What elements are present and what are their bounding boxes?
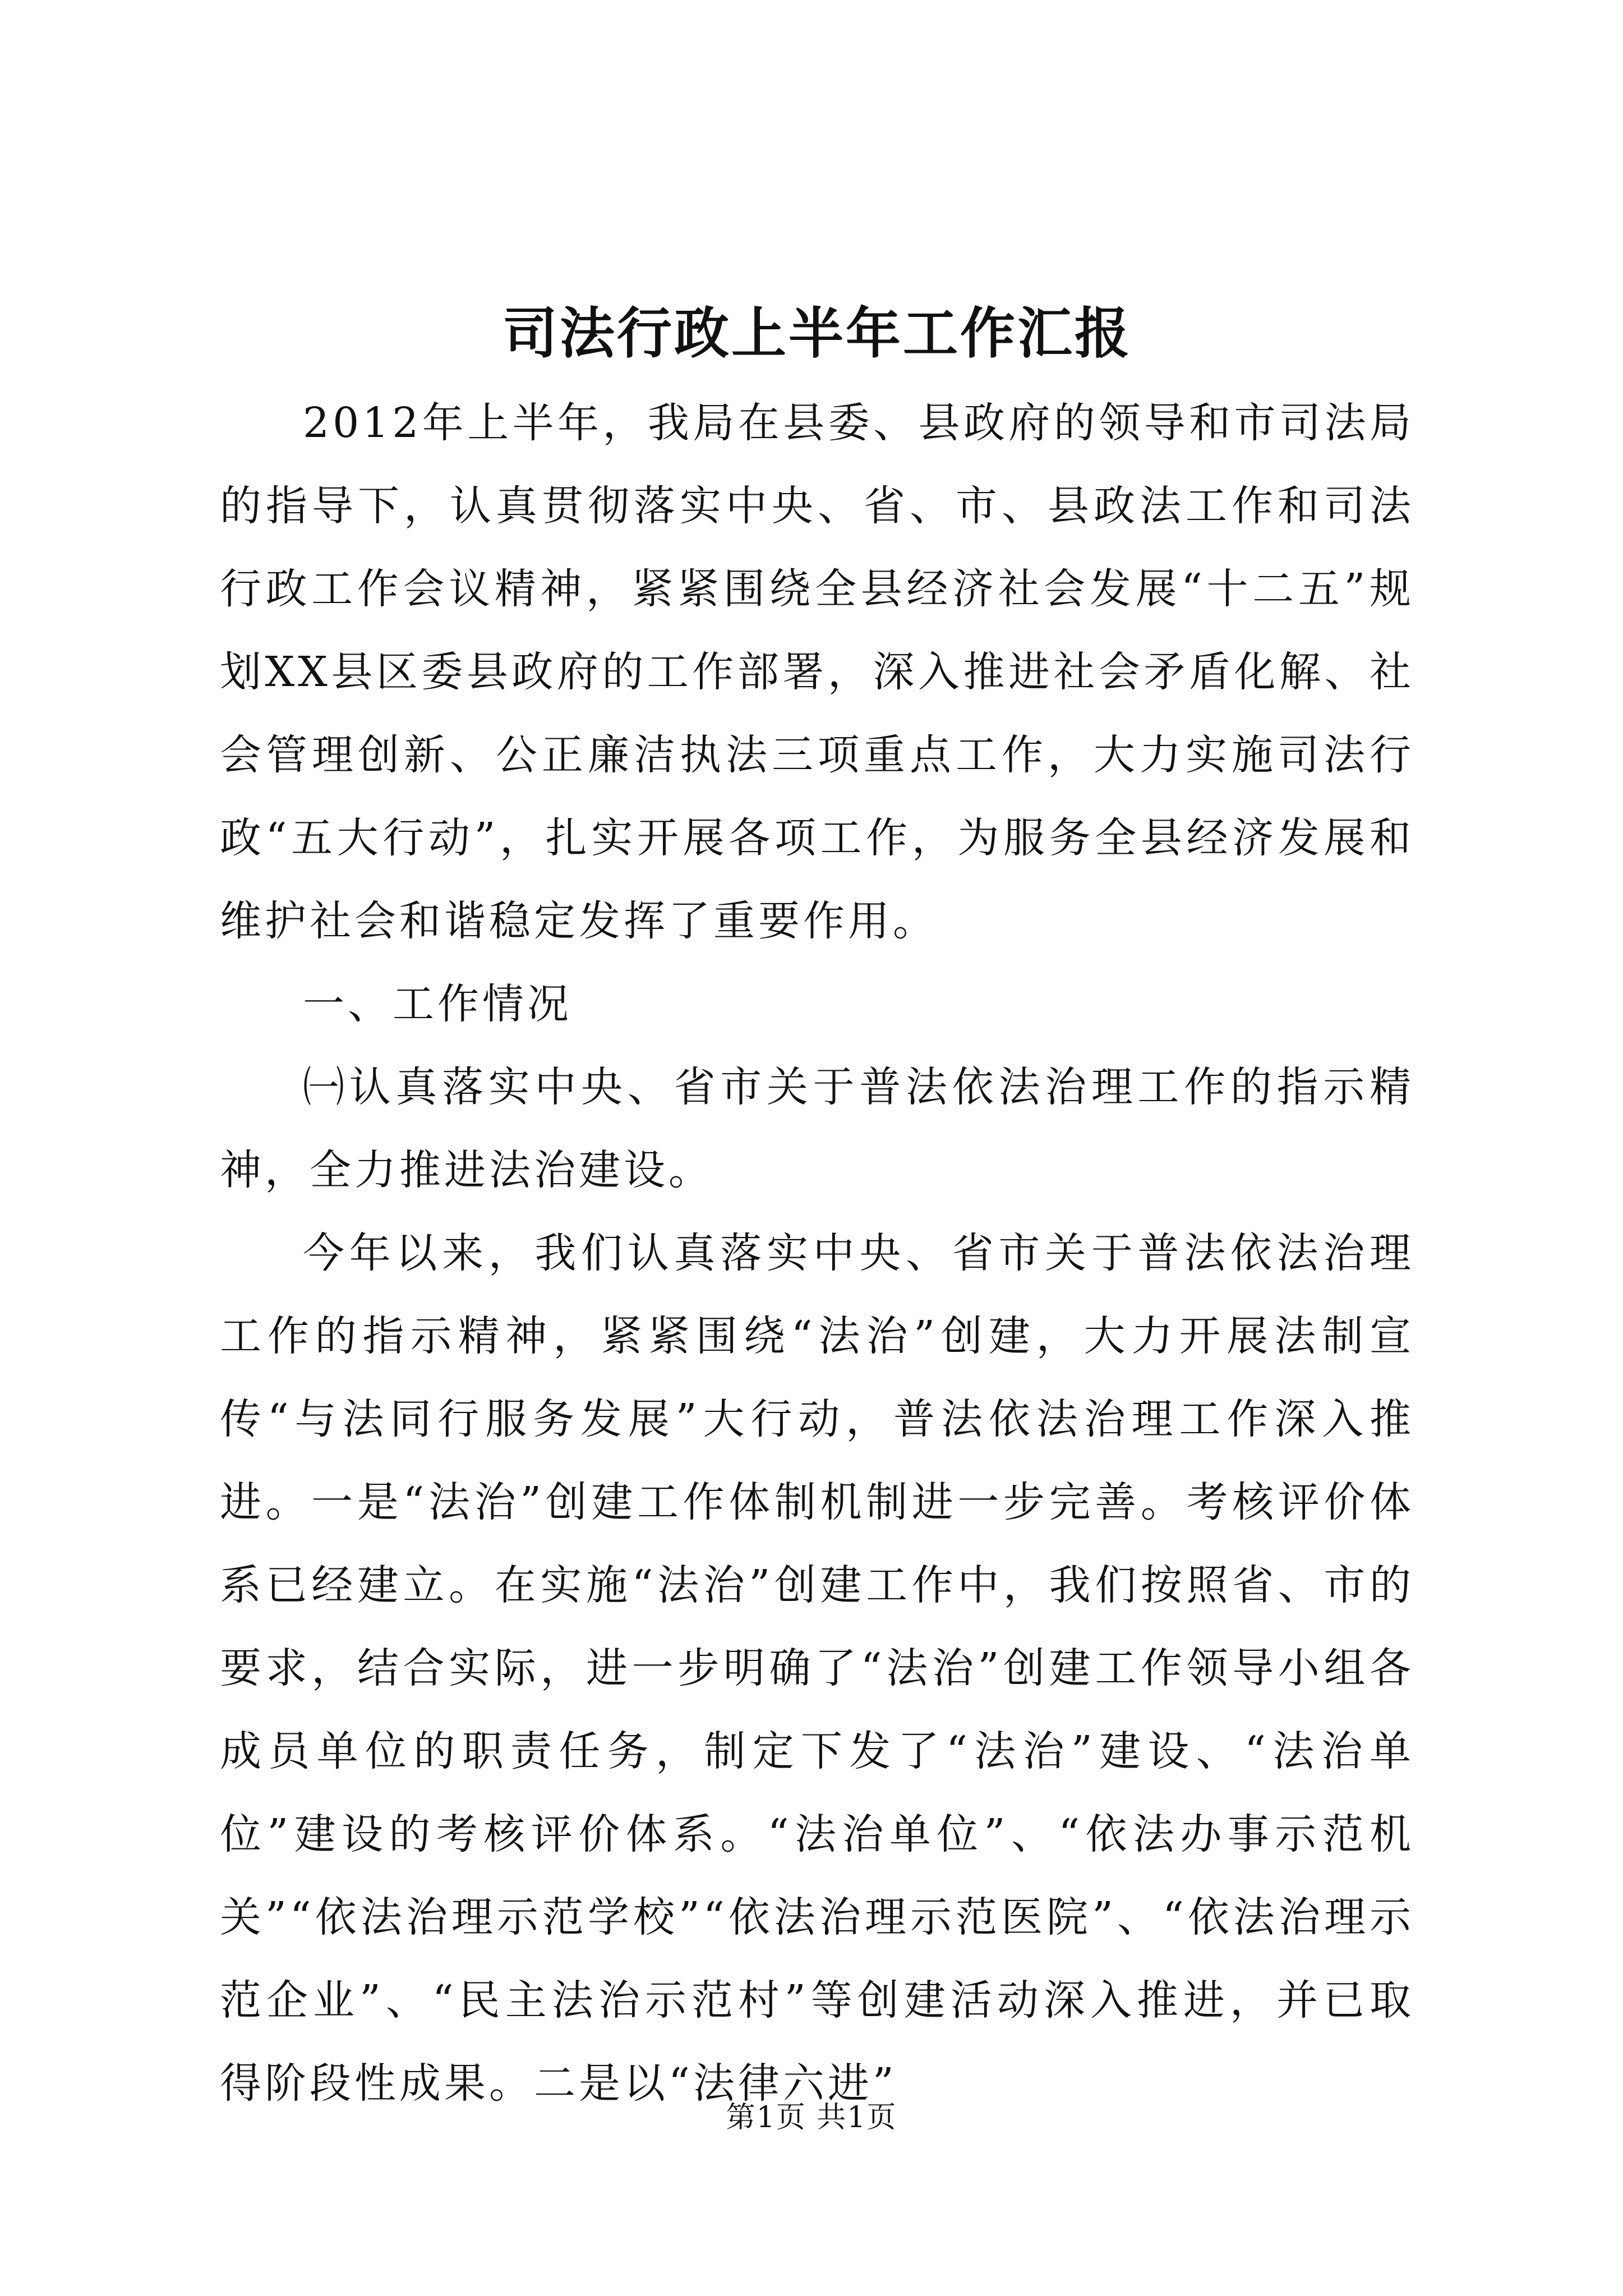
document-title: 司法行政上半年工作汇报 (502, 301, 1132, 366)
section-heading-work-status: 一、工作情况 (303, 980, 572, 1028)
subsection-heading-1: ㈠认真落实中央、省市关于普法依法治理工作的指示精神，全力推进法治建设。 (220, 1063, 1414, 1194)
page-footer: 第1页 共1页 (726, 2101, 897, 2134)
paragraph-intro: 2012年上半年，我局在县委、县政府的领导和市司法局的指导下，认真贯彻落实中央、省、市、县政法工作和司法行政工作会议精神，紧紧围绕全县经济社会发展“十二五”规划XX县区委县政府的工作部署，深入推进社会矛盾化解、社会管理创新、公正廉洁执法三项重点工作，大力实施司法行政“五大行动”，扎实开展各项工作，为服务全县经济发展和维护社会和谐稳定发挥了重要作用。 (220, 399, 1414, 945)
paragraph-body: 今年以来，我们认真落实中央、省市关于普法依法治理工作的指示精神，紧紧围绕“法治”创建，大力开展法制宣传“与法同行服务发展”大行动，普法依法治理工作深入推进。一是“法治”创建工作体制机制进一步完善。考核评价体系已经建立。在实施“法治”创建工作中，我们按照省、市的要求，结合实际，进一步明确了“法治”创建工作领导小组各成员单位的职责任务，制定下发了“法治”建设、“法治单位”建设的考核评价体系。“法治单位”、“依法办事示范机关”“依法治理示范学校”“依法治理示范医院”、“依法治理示范企业”、“民主法治示范村”等创建活动深入推进，并已取得阶段性成果。二是以“法律六进” (220, 1229, 1414, 2108)
document-body (220, 292, 1414, 2125)
